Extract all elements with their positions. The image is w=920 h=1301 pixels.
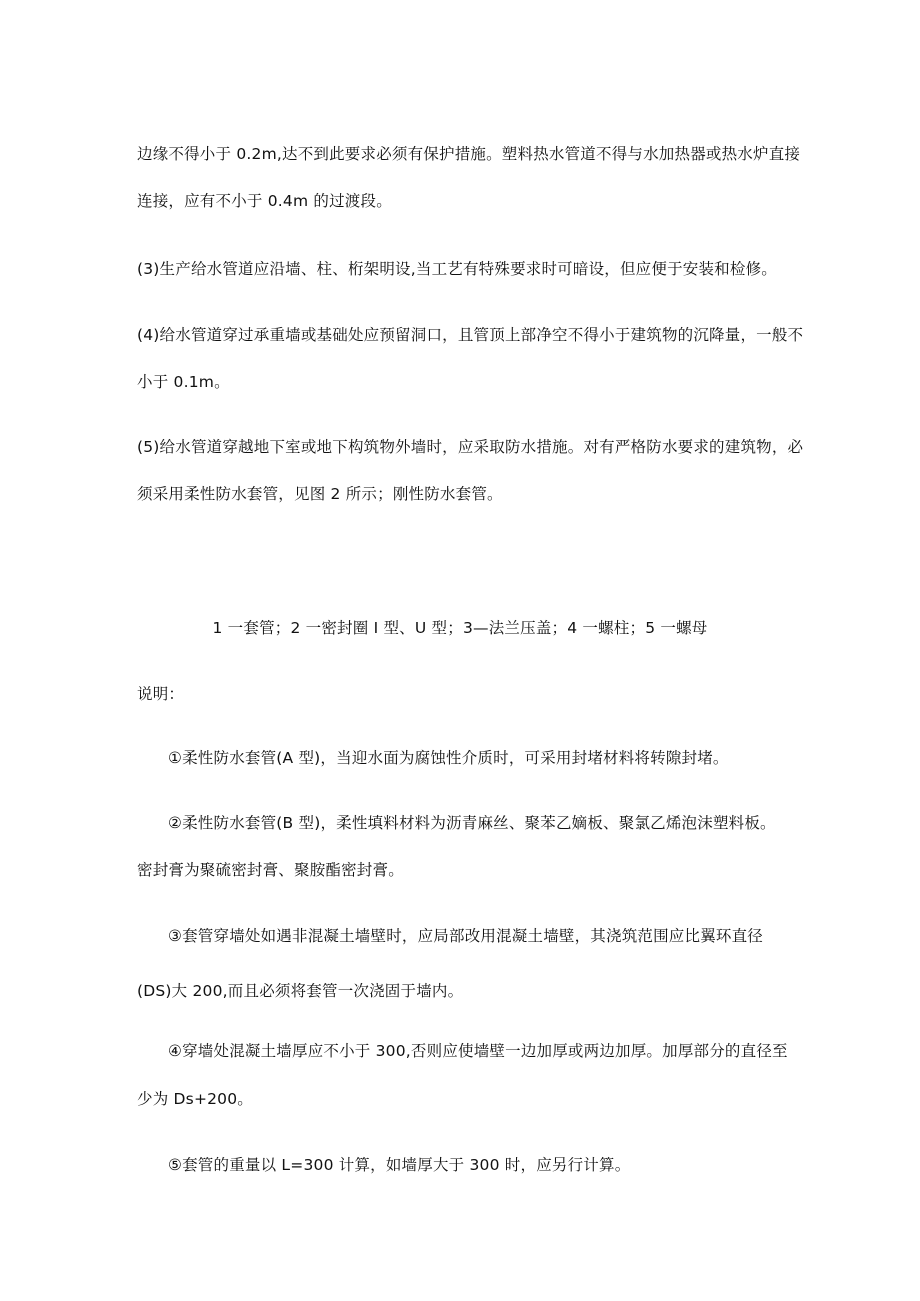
note-item-5: ⑤套管的重量以 L=300 计算，如墙厚大于 300 时，应另行计算。 (168, 1156, 631, 1174)
paragraph-line: 须采用柔性防水套管，见图 2 所示；刚性防水套管。 (137, 485, 503, 503)
note-line: 少为 Ds+200。 (137, 1090, 254, 1108)
paragraph-item-3: (3)生产给水管道应沿墙、柱、桁架明设,当工艺有特殊要求时可暗设，但应便于安装和检修。 (137, 260, 777, 278)
paragraph-item-4: (4)给水管道穿过承重墙或基础处应预留洞口，且管顶上部净空不得小于建筑物的沉降量，一般不 (137, 326, 804, 344)
note-item-4: ④穿墙处混凝土墙厚应不小于 300,否则应使墙壁一边加厚或两边加厚。加厚部分的直径至 (168, 1042, 788, 1060)
note-item-2: ②柔性防水套管(B 型)，柔性填料材料为沥青麻丝、聚苯乙嫡板、聚氯乙烯泡沫塑料板。 (168, 814, 776, 832)
note-item-3: ③套管穿墙处如遇非混凝土墙壁时，应局部改用混凝土墙壁，其浇筑范围应比翼环直径 (168, 927, 763, 945)
paragraph-line: 连接，应有不小于 0.4m 的过渡段。 (137, 192, 392, 210)
paragraph-line: 边缘不得小于 0.2m,达不到此要求必须有保护措施。塑料热水管道不得与水加热器或热水炉直接 (137, 145, 801, 163)
notes-heading: 说明： (137, 685, 185, 703)
note-line: (DS)大 200,而且必须将套管一次浇固于墙内。 (137, 982, 464, 1000)
paragraph-line: 小于 0.1m。 (137, 373, 230, 391)
figure-caption: 1 一套管；2 一密封圈 I 型、U 型；3—法兰压盖；4 一螺柱；5 一螺母 (212, 619, 708, 637)
note-line: 密封膏为聚硫密封膏、聚胺酯密封膏。 (137, 861, 404, 879)
note-item-1: ①柔性防水套管(A 型)，当迎水面为腐蚀性介质时，可采用封堵材料将转隙封堵。 (168, 749, 729, 767)
paragraph-item-5: (5)给水管道穿越地下室或地下构筑物外墙时，应采取防水措施。对有严格防水要求的建筑物，必 (137, 438, 804, 456)
